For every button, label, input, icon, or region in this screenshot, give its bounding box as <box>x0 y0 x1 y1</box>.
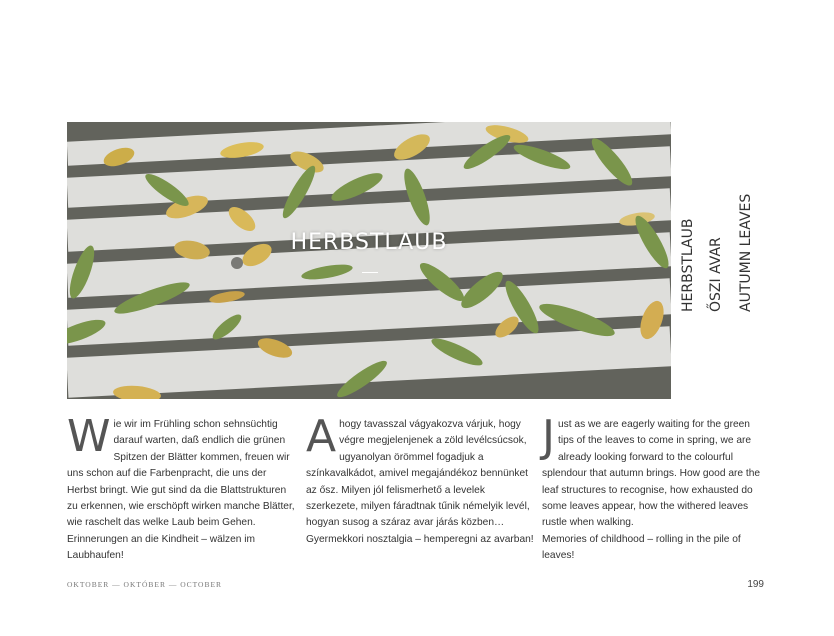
paragraph: hogy tavasszal vágyakozva várjuk, hogy végre megjelenjenek a zöld levélcsúcsok, ugyanolyan örömmel fogadjuk a színkavalkádot, amivel megajándékoz bennünket az ősz. Milyen jól felismerhető a levelek szerkezete, milyen fáradtnak tűnik némelyik levél, hogyan susog a száraz avar járás közben… <box>306 419 530 529</box>
text-column-hungarian <box>306 411 538 548</box>
title-dash <box>362 272 378 273</box>
side-title-english: AUTUMN LEAVES <box>738 193 754 312</box>
text-column-english <box>542 411 764 565</box>
side-title-german: HERBSTLAUB <box>680 218 696 312</box>
text-column-german <box>67 411 299 565</box>
hero-photo <box>67 122 671 399</box>
running-footer: OKTOBER — OKTÓBER — OCTOBER <box>67 580 223 589</box>
bench-leaves-image <box>67 122 671 399</box>
paragraph: Memories of childhood – rolling in the pile of leaves! <box>542 533 741 562</box>
drop-cap: W <box>67 411 111 462</box>
side-title-hungarian: ŐSZI AVAR <box>708 237 724 312</box>
paragraph: ust as we are eagerly waiting for the green tips of the leaves to come in spring, we are already looking forward to the colourful splendour that autumn brings. How good are the leaf structures to recognise, how exhausted do some leaves appear, how the withered leaves rustle when walking. <box>542 419 761 529</box>
photo-title: HERBSTLAUB <box>290 230 448 255</box>
drop-cap: J <box>542 411 555 462</box>
paragraph: ie wir im Frühling schon sehnsüchtig darauf warten, daß endlich die grünen Spitzen der Blätter kommen, freuen wir uns schon auf die Farbenpracht, die uns der Herbst bringt. Wie gut sind da die Blattstrukturen zu erkennen, wie erschöpft wirken manche Blätter, wie raschelt das welke Laub beim Gehen. Erinnerungen an die Kindheit – wälzen im Laubhaufen! <box>67 419 295 562</box>
drop-cap: A <box>306 411 337 462</box>
side-titles <box>680 122 760 322</box>
paragraph: Gyermekkori nosztalgia – hemperegni az avarban! <box>306 533 534 545</box>
page-number: 199 <box>747 579 764 590</box>
